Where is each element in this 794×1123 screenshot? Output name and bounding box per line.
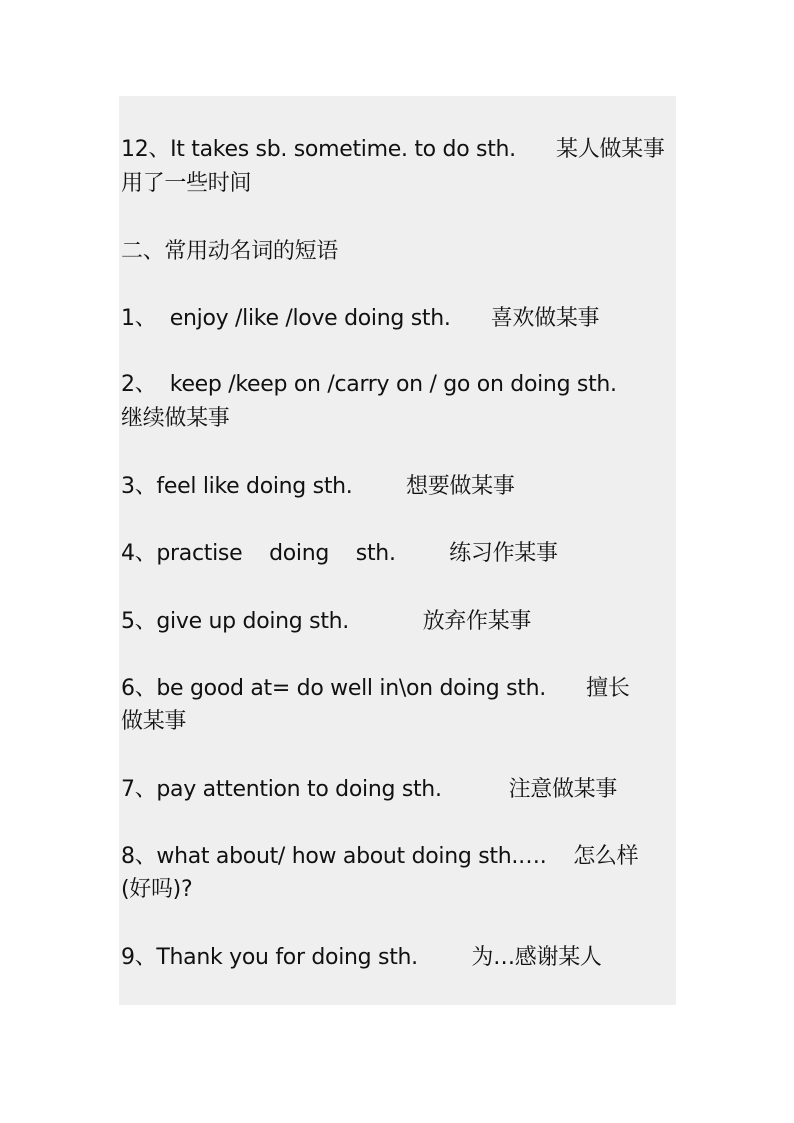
text-line-item4: 4、practise doing sth. 练习作某事 — [121, 541, 558, 566]
text-line-item7: 7、pay attention to doing sth. 注意做某事 — [121, 777, 618, 802]
text-line-item3: 3、feel like doing sth. 想要做某事 — [121, 474, 515, 499]
text-line-item12: 12、It takes sb. sometime. to do sth. 某人做某事 — [121, 137, 665, 162]
section-heading: 二、常用动名词的短语 — [121, 239, 339, 264]
text-line-item8-cont: (好吗)? — [121, 877, 193, 902]
text-line-item6-cont: 做某事 — [121, 709, 187, 734]
text-line-item9: 9、Thank you for doing sth. 为…感谢某人 — [121, 945, 602, 970]
text-line-item2: 2、 keep /keep on /carry on / go on doing sth. — [121, 372, 617, 397]
text-line-item8: 8、what about/ how about doing sth.…. 怎么样 — [121, 844, 639, 869]
text-line-item6: 6、be good at= do well in\on doing sth. 擅长 — [121, 676, 630, 701]
text-line-item2-cont: 继续做某事 — [121, 406, 230, 431]
text-line-item5: 5、give up doing sth. 放弃作某事 — [121, 609, 532, 634]
text-line-item12-cont: 用了一些时间 — [121, 171, 252, 196]
text-line-item1: 1、 enjoy /like /love doing sth. 喜欢做某事 — [121, 306, 600, 331]
